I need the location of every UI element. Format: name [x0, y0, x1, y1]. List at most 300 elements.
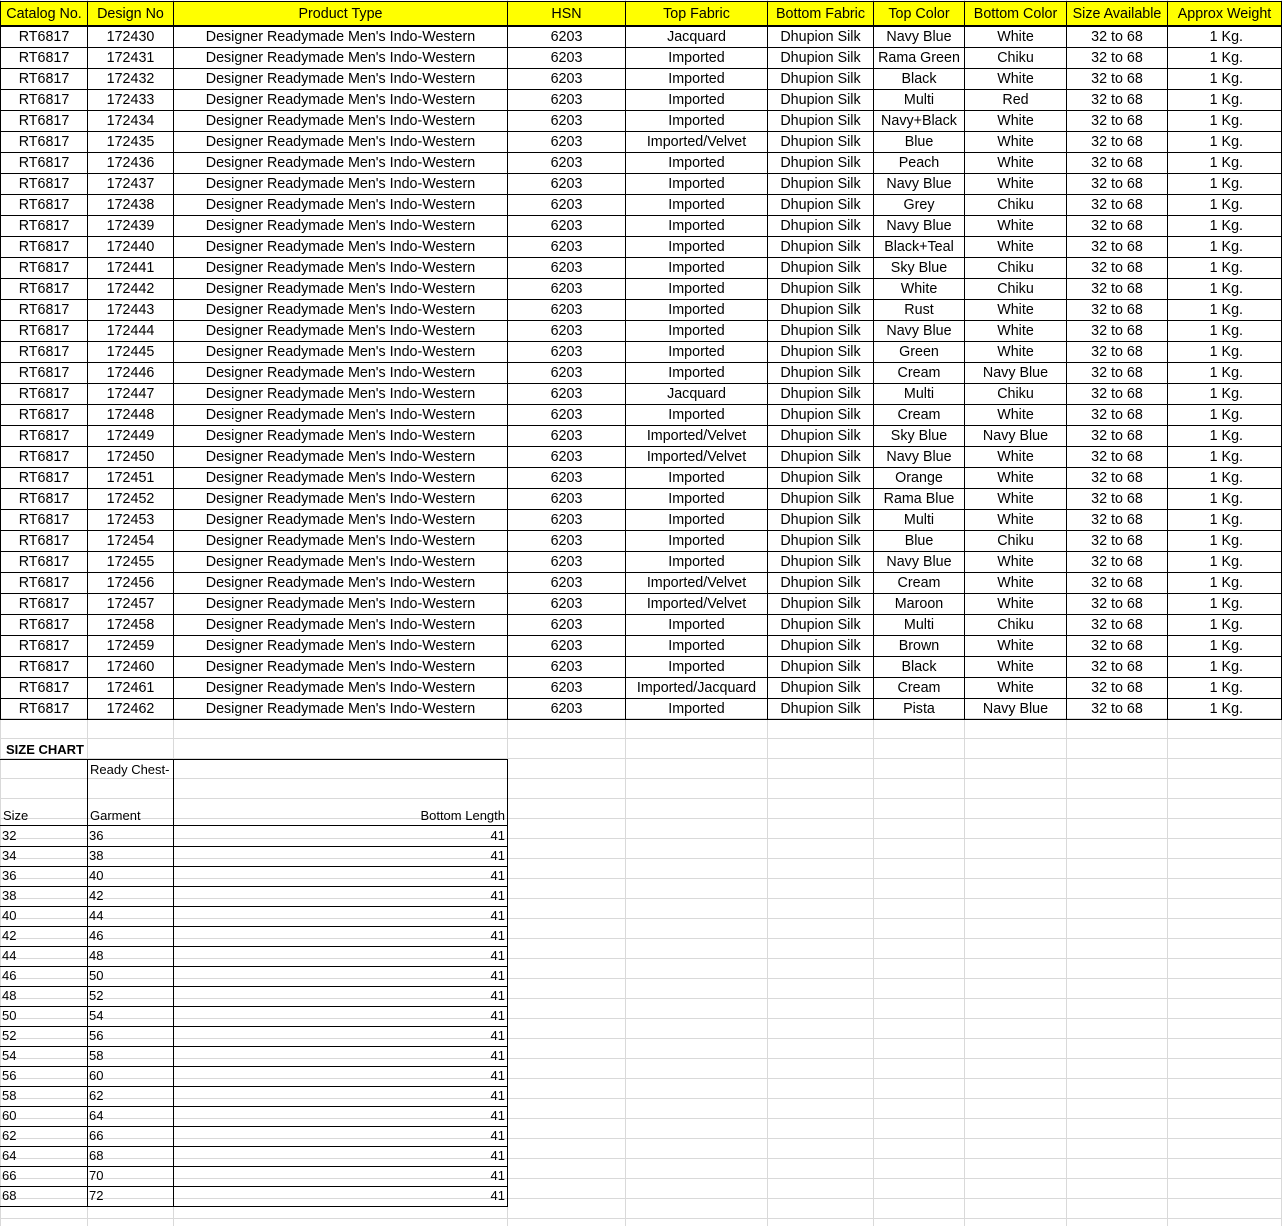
cell-design-no[interactable]: 172457 [87, 593, 174, 615]
cell-bottom-fabric[interactable]: Dhupion Silk [767, 425, 874, 447]
cell-bottom-fabric[interactable]: Dhupion Silk [767, 614, 874, 636]
cell-hsn[interactable]: 6203 [507, 215, 626, 237]
cell-bottom-fabric[interactable]: Dhupion Silk [767, 656, 874, 678]
cell-bottom-color[interactable]: White [964, 68, 1067, 90]
cell-top-fabric[interactable]: Imported [625, 257, 768, 279]
cell-design-no[interactable]: 172435 [87, 131, 174, 153]
cell-bottom-color[interactable]: Chiku [964, 47, 1067, 69]
cell-size-available[interactable]: 32 to 68 [1066, 341, 1168, 363]
cell-size-available[interactable]: 32 to 68 [1066, 551, 1168, 573]
cell-top-color[interactable]: Grey [873, 194, 965, 216]
cell-catalog-no[interactable]: RT6817 [0, 131, 88, 153]
cell-size-available[interactable]: 32 to 68 [1066, 194, 1168, 216]
cell-top-fabric[interactable]: Imported/Velvet [625, 593, 768, 615]
cell-approx-weight[interactable]: 1 Kg. [1167, 677, 1282, 699]
cell-catalog-no[interactable]: RT6817 [0, 404, 88, 426]
cell-bottom-color[interactable]: Chiku [964, 383, 1067, 405]
size-chart-length-value[interactable]: 41 [173, 906, 508, 927]
cell-catalog-no[interactable]: RT6817 [0, 572, 88, 594]
cell-product-type[interactable]: Designer Readymade Men's Indo-Western [173, 47, 508, 69]
cell-bottom-color[interactable]: White [964, 215, 1067, 237]
cell-bottom-color[interactable]: White [964, 26, 1067, 48]
cell-top-fabric[interactable]: Imported [625, 152, 768, 174]
size-chart-size-value[interactable]: 40 [0, 906, 88, 927]
cell-bottom-fabric[interactable]: Dhupion Silk [767, 194, 874, 216]
size-chart-size-value[interactable]: 66 [0, 1166, 88, 1187]
cell-catalog-no[interactable]: RT6817 [0, 530, 88, 552]
size-chart-length-value[interactable]: 41 [173, 1086, 508, 1107]
cell-size-available[interactable]: 32 to 68 [1066, 698, 1168, 720]
cell-top-fabric[interactable]: Imported [625, 89, 768, 111]
cell-bottom-fabric[interactable]: Dhupion Silk [767, 215, 874, 237]
cell-approx-weight[interactable]: 1 Kg. [1167, 656, 1282, 678]
cell-approx-weight[interactable]: 1 Kg. [1167, 614, 1282, 636]
cell-bottom-fabric[interactable]: Dhupion Silk [767, 299, 874, 321]
size-chart-size-value[interactable]: 42 [0, 926, 88, 947]
cell-approx-weight[interactable]: 1 Kg. [1167, 215, 1282, 237]
length-header[interactable]: Bottom Length [420, 808, 505, 823]
size-chart-size-value[interactable]: 60 [0, 1106, 88, 1127]
cell-size-available[interactable]: 32 to 68 [1066, 593, 1168, 615]
cell-product-type[interactable]: Designer Readymade Men's Indo-Western [173, 698, 508, 720]
cell-bottom-color[interactable]: White [964, 551, 1067, 573]
cell-bottom-fabric[interactable]: Dhupion Silk [767, 257, 874, 279]
cell-hsn[interactable]: 6203 [507, 257, 626, 279]
cell-bottom-color[interactable]: White [964, 677, 1067, 699]
cell-hsn[interactable]: 6203 [507, 509, 626, 531]
cell-approx-weight[interactable]: 1 Kg. [1167, 551, 1282, 573]
cell-top-fabric[interactable]: Imported [625, 530, 768, 552]
cell-catalog-no[interactable]: RT6817 [0, 509, 88, 531]
cell-product-type[interactable]: Designer Readymade Men's Indo-Western [173, 362, 508, 384]
cell-size-available[interactable]: 32 to 68 [1066, 425, 1168, 447]
cell-top-color[interactable]: Sky Blue [873, 257, 965, 279]
cell-hsn[interactable]: 6203 [507, 320, 626, 342]
cell-product-type[interactable]: Designer Readymade Men's Indo-Western [173, 236, 508, 258]
cell-hsn[interactable]: 6203 [507, 89, 626, 111]
cell-bottom-fabric[interactable]: Dhupion Silk [767, 635, 874, 657]
cell-bottom-color[interactable]: White [964, 509, 1067, 531]
size-chart-chest-value[interactable]: 66 [87, 1126, 174, 1147]
cell-catalog-no[interactable]: RT6817 [0, 89, 88, 111]
size-chart-length-value[interactable]: 41 [173, 1186, 508, 1207]
cell-catalog-no[interactable]: RT6817 [0, 488, 88, 510]
cell-catalog-no[interactable]: RT6817 [0, 467, 88, 489]
cell-approx-weight[interactable]: 1 Kg. [1167, 698, 1282, 720]
cell-top-color[interactable]: Cream [873, 362, 965, 384]
cell-size-available[interactable]: 32 to 68 [1066, 47, 1168, 69]
header-size-available[interactable]: Size Available [1066, 1, 1168, 26]
cell-bottom-fabric[interactable]: Dhupion Silk [767, 593, 874, 615]
cell-product-type[interactable]: Designer Readymade Men's Indo-Western [173, 152, 508, 174]
cell-hsn[interactable]: 6203 [507, 530, 626, 552]
cell-product-type[interactable]: Designer Readymade Men's Indo-Western [173, 425, 508, 447]
cell-size-available[interactable]: 32 to 68 [1066, 677, 1168, 699]
cell-bottom-fabric[interactable]: Dhupion Silk [767, 551, 874, 573]
cell-size-available[interactable]: 32 to 68 [1066, 257, 1168, 279]
cell-bottom-fabric[interactable]: Dhupion Silk [767, 509, 874, 531]
cell-bottom-color[interactable]: White [964, 467, 1067, 489]
cell-top-fabric[interactable]: Imported [625, 467, 768, 489]
cell-hsn[interactable]: 6203 [507, 698, 626, 720]
cell-top-color[interactable]: White [873, 278, 965, 300]
cell-bottom-color[interactable]: Navy Blue [964, 425, 1067, 447]
cell-bottom-fabric[interactable]: Dhupion Silk [767, 446, 874, 468]
size-chart-size-value[interactable]: 58 [0, 1086, 88, 1107]
cell-product-type[interactable]: Designer Readymade Men's Indo-Western [173, 173, 508, 195]
cell-hsn[interactable]: 6203 [507, 425, 626, 447]
cell-size-available[interactable]: 32 to 68 [1066, 572, 1168, 594]
size-chart-size-value[interactable]: 36 [0, 866, 88, 887]
cell-top-fabric[interactable]: Imported [625, 488, 768, 510]
size-chart-length-value[interactable]: 41 [173, 986, 508, 1007]
size-chart-length-value[interactable]: 41 [173, 1006, 508, 1027]
cell-catalog-no[interactable]: RT6817 [0, 614, 88, 636]
cell-hsn[interactable]: 6203 [507, 446, 626, 468]
size-chart-size-value[interactable]: 34 [0, 846, 88, 867]
cell-hsn[interactable]: 6203 [507, 47, 626, 69]
cell-catalog-no[interactable]: RT6817 [0, 383, 88, 405]
size-chart-chest-value[interactable]: 52 [87, 986, 174, 1007]
cell-top-fabric[interactable]: Imported [625, 635, 768, 657]
cell-bottom-fabric[interactable]: Dhupion Silk [767, 572, 874, 594]
cell-bottom-color[interactable]: Chiku [964, 614, 1067, 636]
cell-size-available[interactable]: 32 to 68 [1066, 110, 1168, 132]
cell-top-color[interactable]: Multi [873, 614, 965, 636]
cell-approx-weight[interactable]: 1 Kg. [1167, 110, 1282, 132]
header-design-no[interactable]: Design No [87, 1, 174, 26]
cell-hsn[interactable]: 6203 [507, 467, 626, 489]
cell-bottom-fabric[interactable]: Dhupion Silk [767, 530, 874, 552]
size-chart-title[interactable]: SIZE CHART [6, 742, 84, 757]
cell-size-available[interactable]: 32 to 68 [1066, 656, 1168, 678]
cell-size-available[interactable]: 32 to 68 [1066, 89, 1168, 111]
cell-top-color[interactable]: Maroon [873, 593, 965, 615]
cell-hsn[interactable]: 6203 [507, 404, 626, 426]
cell-catalog-no[interactable]: RT6817 [0, 257, 88, 279]
cell-design-no[interactable]: 172444 [87, 320, 174, 342]
cell-approx-weight[interactable]: 1 Kg. [1167, 530, 1282, 552]
cell-catalog-no[interactable]: RT6817 [0, 215, 88, 237]
cell-catalog-no[interactable]: RT6817 [0, 425, 88, 447]
cell-product-type[interactable]: Designer Readymade Men's Indo-Western [173, 257, 508, 279]
cell-approx-weight[interactable]: 1 Kg. [1167, 173, 1282, 195]
cell-bottom-color[interactable]: White [964, 488, 1067, 510]
cell-top-color[interactable]: Green [873, 341, 965, 363]
cell-catalog-no[interactable]: RT6817 [0, 152, 88, 174]
cell-product-type[interactable]: Designer Readymade Men's Indo-Western [173, 572, 508, 594]
cell-product-type[interactable]: Designer Readymade Men's Indo-Western [173, 509, 508, 531]
header-top-color[interactable]: Top Color [873, 1, 965, 26]
cell-top-fabric[interactable]: Imported/Velvet [625, 131, 768, 153]
size-chart-chest-value[interactable]: 50 [87, 966, 174, 987]
cell-top-color[interactable]: Navy+Black [873, 110, 965, 132]
size-chart-chest-value[interactable]: 58 [87, 1046, 174, 1067]
size-chart-size-value[interactable]: 68 [0, 1186, 88, 1207]
cell-size-available[interactable]: 32 to 68 [1066, 152, 1168, 174]
cell-size-available[interactable]: 32 to 68 [1066, 383, 1168, 405]
size-chart-chest-value[interactable]: 40 [87, 866, 174, 887]
cell-top-color[interactable]: Blue [873, 131, 965, 153]
cell-catalog-no[interactable]: RT6817 [0, 68, 88, 90]
cell-hsn[interactable]: 6203 [507, 68, 626, 90]
cell-design-no[interactable]: 172442 [87, 278, 174, 300]
cell-top-fabric[interactable]: Imported [625, 299, 768, 321]
cell-approx-weight[interactable]: 1 Kg. [1167, 47, 1282, 69]
cell-top-fabric[interactable]: Imported/Velvet [625, 446, 768, 468]
cell-approx-weight[interactable]: 1 Kg. [1167, 257, 1282, 279]
header-product-type[interactable]: Product Type [173, 1, 508, 26]
cell-approx-weight[interactable]: 1 Kg. [1167, 278, 1282, 300]
size-chart-chest-value[interactable]: 72 [87, 1186, 174, 1207]
cell-size-available[interactable]: 32 to 68 [1066, 320, 1168, 342]
cell-top-color[interactable]: Navy Blue [873, 173, 965, 195]
cell-approx-weight[interactable]: 1 Kg. [1167, 236, 1282, 258]
cell-product-type[interactable]: Designer Readymade Men's Indo-Western [173, 635, 508, 657]
cell-bottom-fabric[interactable]: Dhupion Silk [767, 173, 874, 195]
cell-top-color[interactable]: Cream [873, 404, 965, 426]
cell-product-type[interactable]: Designer Readymade Men's Indo-Western [173, 593, 508, 615]
cell-design-no[interactable]: 172448 [87, 404, 174, 426]
cell-catalog-no[interactable]: RT6817 [0, 320, 88, 342]
cell-bottom-fabric[interactable]: Dhupion Silk [767, 68, 874, 90]
size-chart-length-value[interactable]: 41 [173, 846, 508, 867]
size-header[interactable]: Size [3, 808, 29, 823]
size-chart-chest-value[interactable]: 70 [87, 1166, 174, 1187]
cell-top-color[interactable]: Black+Teal [873, 236, 965, 258]
cell-hsn[interactable]: 6203 [507, 362, 626, 384]
cell-bottom-color[interactable]: White [964, 656, 1067, 678]
cell-hsn[interactable]: 6203 [507, 26, 626, 48]
header-approx-weight[interactable]: Approx Weight [1167, 1, 1282, 26]
cell-size-available[interactable]: 32 to 68 [1066, 404, 1168, 426]
cell-size-available[interactable]: 32 to 68 [1066, 278, 1168, 300]
cell-top-color[interactable]: Peach [873, 152, 965, 174]
cell-bottom-color[interactable]: White [964, 320, 1067, 342]
size-chart-size-value[interactable]: 62 [0, 1126, 88, 1147]
cell-product-type[interactable]: Designer Readymade Men's Indo-Western [173, 299, 508, 321]
cell-design-no[interactable]: 172456 [87, 572, 174, 594]
cell-top-color[interactable]: Sky Blue [873, 425, 965, 447]
cell-product-type[interactable]: Designer Readymade Men's Indo-Western [173, 677, 508, 699]
cell-catalog-no[interactable]: RT6817 [0, 299, 88, 321]
cell-approx-weight[interactable]: 1 Kg. [1167, 572, 1282, 594]
cell-top-color[interactable]: Navy Blue [873, 320, 965, 342]
header-bottom-color[interactable]: Bottom Color [964, 1, 1067, 26]
cell-hsn[interactable]: 6203 [507, 635, 626, 657]
size-chart-size-value[interactable]: 44 [0, 946, 88, 967]
cell-bottom-color[interactable]: Chiku [964, 194, 1067, 216]
cell-hsn[interactable]: 6203 [507, 572, 626, 594]
cell-design-no[interactable]: 172432 [87, 68, 174, 90]
size-chart-size-value[interactable]: 46 [0, 966, 88, 987]
cell-product-type[interactable]: Designer Readymade Men's Indo-Western [173, 278, 508, 300]
header-bottom-fabric[interactable]: Bottom Fabric [767, 1, 874, 26]
size-chart-chest-value[interactable]: 42 [87, 886, 174, 907]
cell-design-no[interactable]: 172454 [87, 530, 174, 552]
cell-catalog-no[interactable]: RT6817 [0, 446, 88, 468]
size-chart-chest-value[interactable]: 64 [87, 1106, 174, 1127]
cell-catalog-no[interactable]: RT6817 [0, 173, 88, 195]
cell-bottom-fabric[interactable]: Dhupion Silk [767, 467, 874, 489]
cell-design-no[interactable]: 172430 [87, 26, 174, 48]
cell-top-fabric[interactable]: Imported [625, 173, 768, 195]
cell-hsn[interactable]: 6203 [507, 194, 626, 216]
cell-size-available[interactable]: 32 to 68 [1066, 362, 1168, 384]
size-chart-chest-value[interactable]: 68 [87, 1146, 174, 1167]
cell-bottom-color[interactable]: Red [964, 89, 1067, 111]
cell-bottom-fabric[interactable]: Dhupion Silk [767, 677, 874, 699]
cell-approx-weight[interactable]: 1 Kg. [1167, 194, 1282, 216]
cell-design-no[interactable]: 172453 [87, 509, 174, 531]
size-chart-length-value[interactable]: 41 [173, 946, 508, 967]
cell-top-color[interactable]: Multi [873, 383, 965, 405]
cell-design-no[interactable]: 172441 [87, 257, 174, 279]
cell-catalog-no[interactable]: RT6817 [0, 26, 88, 48]
cell-top-color[interactable]: Cream [873, 677, 965, 699]
cell-design-no[interactable]: 172434 [87, 110, 174, 132]
cell-design-no[interactable]: 172440 [87, 236, 174, 258]
cell-size-available[interactable]: 32 to 68 [1066, 236, 1168, 258]
cell-hsn[interactable]: 6203 [507, 614, 626, 636]
cell-bottom-color[interactable]: Chiku [964, 530, 1067, 552]
cell-top-color[interactable]: Black [873, 656, 965, 678]
cell-top-color[interactable]: Navy Blue [873, 551, 965, 573]
cell-top-fabric[interactable]: Imported [625, 278, 768, 300]
size-chart-size-value[interactable]: 48 [0, 986, 88, 1007]
cell-top-fabric[interactable]: Imported [625, 194, 768, 216]
size-chart-chest-value[interactable]: 38 [87, 846, 174, 867]
cell-catalog-no[interactable]: RT6817 [0, 677, 88, 699]
cell-top-color[interactable]: Multi [873, 89, 965, 111]
cell-design-no[interactable]: 172433 [87, 89, 174, 111]
cell-bottom-fabric[interactable]: Dhupion Silk [767, 362, 874, 384]
cell-product-type[interactable]: Designer Readymade Men's Indo-Western [173, 110, 508, 132]
cell-top-fabric[interactable]: Imported/Velvet [625, 425, 768, 447]
size-chart-length-value[interactable]: 41 [173, 866, 508, 887]
size-chart-size-value[interactable]: 50 [0, 1006, 88, 1027]
cell-approx-weight[interactable]: 1 Kg. [1167, 425, 1282, 447]
cell-top-fabric[interactable]: Imported [625, 404, 768, 426]
cell-product-type[interactable]: Designer Readymade Men's Indo-Western [173, 26, 508, 48]
cell-bottom-fabric[interactable]: Dhupion Silk [767, 341, 874, 363]
cell-design-no[interactable]: 172431 [87, 47, 174, 69]
cell-catalog-no[interactable]: RT6817 [0, 236, 88, 258]
cell-bottom-color[interactable]: Chiku [964, 257, 1067, 279]
cell-approx-weight[interactable]: 1 Kg. [1167, 509, 1282, 531]
cell-top-fabric[interactable]: Imported [625, 68, 768, 90]
cell-approx-weight[interactable]: 1 Kg. [1167, 26, 1282, 48]
cell-bottom-color[interactable]: White [964, 341, 1067, 363]
header-top-fabric[interactable]: Top Fabric [625, 1, 768, 26]
cell-catalog-no[interactable]: RT6817 [0, 656, 88, 678]
cell-top-fabric[interactable]: Imported [625, 215, 768, 237]
cell-bottom-fabric[interactable]: Dhupion Silk [767, 383, 874, 405]
cell-design-no[interactable]: 172452 [87, 488, 174, 510]
cell-bottom-fabric[interactable]: Dhupion Silk [767, 152, 874, 174]
cell-bottom-color[interactable]: White [964, 299, 1067, 321]
size-chart-length-value[interactable]: 41 [173, 1126, 508, 1147]
cell-design-no[interactable]: 172459 [87, 635, 174, 657]
cell-top-fabric[interactable]: Jacquard [625, 26, 768, 48]
cell-catalog-no[interactable]: RT6817 [0, 341, 88, 363]
cell-hsn[interactable]: 6203 [507, 152, 626, 174]
cell-size-available[interactable]: 32 to 68 [1066, 467, 1168, 489]
cell-design-no[interactable]: 172451 [87, 467, 174, 489]
size-chart-length-value[interactable]: 41 [173, 1066, 508, 1087]
size-chart-chest-value[interactable]: 56 [87, 1026, 174, 1047]
cell-catalog-no[interactable]: RT6817 [0, 593, 88, 615]
cell-top-color[interactable]: Navy Blue [873, 446, 965, 468]
size-chart-chest-value[interactable]: 54 [87, 1006, 174, 1027]
cell-top-color[interactable]: Rama Green [873, 47, 965, 69]
cell-product-type[interactable]: Designer Readymade Men's Indo-Western [173, 320, 508, 342]
cell-top-fabric[interactable]: Imported/Jacquard [625, 677, 768, 699]
cell-design-no[interactable]: 172439 [87, 215, 174, 237]
size-chart-size-value[interactable]: 52 [0, 1026, 88, 1047]
cell-hsn[interactable]: 6203 [507, 110, 626, 132]
cell-approx-weight[interactable]: 1 Kg. [1167, 89, 1282, 111]
cell-product-type[interactable]: Designer Readymade Men's Indo-Western [173, 194, 508, 216]
cell-top-color[interactable]: Blue [873, 530, 965, 552]
cell-approx-weight[interactable]: 1 Kg. [1167, 152, 1282, 174]
size-chart-length-value[interactable]: 41 [173, 1026, 508, 1047]
cell-bottom-color[interactable]: Navy Blue [964, 698, 1067, 720]
chest-header-line2[interactable]: Garment [90, 808, 141, 823]
cell-catalog-no[interactable]: RT6817 [0, 362, 88, 384]
cell-hsn[interactable]: 6203 [507, 656, 626, 678]
cell-top-fabric[interactable]: Imported [625, 656, 768, 678]
cell-size-available[interactable]: 32 to 68 [1066, 635, 1168, 657]
cell-bottom-fabric[interactable]: Dhupion Silk [767, 320, 874, 342]
size-chart-length-value[interactable]: 41 [173, 1146, 508, 1167]
cell-bottom-color[interactable]: White [964, 635, 1067, 657]
cell-product-type[interactable]: Designer Readymade Men's Indo-Western [173, 383, 508, 405]
cell-bottom-fabric[interactable]: Dhupion Silk [767, 236, 874, 258]
cell-top-fabric[interactable]: Imported [625, 509, 768, 531]
cell-top-color[interactable]: Black [873, 68, 965, 90]
size-chart-length-value[interactable]: 41 [173, 1046, 508, 1067]
cell-approx-weight[interactable]: 1 Kg. [1167, 362, 1282, 384]
cell-bottom-fabric[interactable]: Dhupion Silk [767, 404, 874, 426]
cell-product-type[interactable]: Designer Readymade Men's Indo-Western [173, 68, 508, 90]
cell-size-available[interactable]: 32 to 68 [1066, 509, 1168, 531]
cell-design-no[interactable]: 172449 [87, 425, 174, 447]
cell-hsn[interactable]: 6203 [507, 593, 626, 615]
cell-top-fabric[interactable]: Imported/Velvet [625, 572, 768, 594]
cell-bottom-color[interactable]: White [964, 572, 1067, 594]
size-chart-length-value[interactable]: 41 [173, 886, 508, 907]
cell-catalog-no[interactable]: RT6817 [0, 635, 88, 657]
cell-design-no[interactable]: 172462 [87, 698, 174, 720]
cell-bottom-fabric[interactable]: Dhupion Silk [767, 698, 874, 720]
cell-catalog-no[interactable]: RT6817 [0, 278, 88, 300]
size-chart-size-value[interactable]: 54 [0, 1046, 88, 1067]
cell-size-available[interactable]: 32 to 68 [1066, 530, 1168, 552]
size-chart-size-value[interactable]: 56 [0, 1066, 88, 1087]
cell-product-type[interactable]: Designer Readymade Men's Indo-Western [173, 446, 508, 468]
size-chart-size-value[interactable]: 32 [0, 826, 88, 847]
cell-product-type[interactable]: Designer Readymade Men's Indo-Western [173, 488, 508, 510]
size-chart-chest-value[interactable]: 44 [87, 906, 174, 927]
cell-product-type[interactable]: Designer Readymade Men's Indo-Western [173, 614, 508, 636]
cell-product-type[interactable]: Designer Readymade Men's Indo-Western [173, 89, 508, 111]
cell-top-color[interactable]: Rama Blue [873, 488, 965, 510]
cell-product-type[interactable]: Designer Readymade Men's Indo-Western [173, 131, 508, 153]
cell-bottom-fabric[interactable]: Dhupion Silk [767, 488, 874, 510]
cell-bottom-color[interactable]: White [964, 404, 1067, 426]
size-chart-size-value[interactable]: 38 [0, 886, 88, 907]
